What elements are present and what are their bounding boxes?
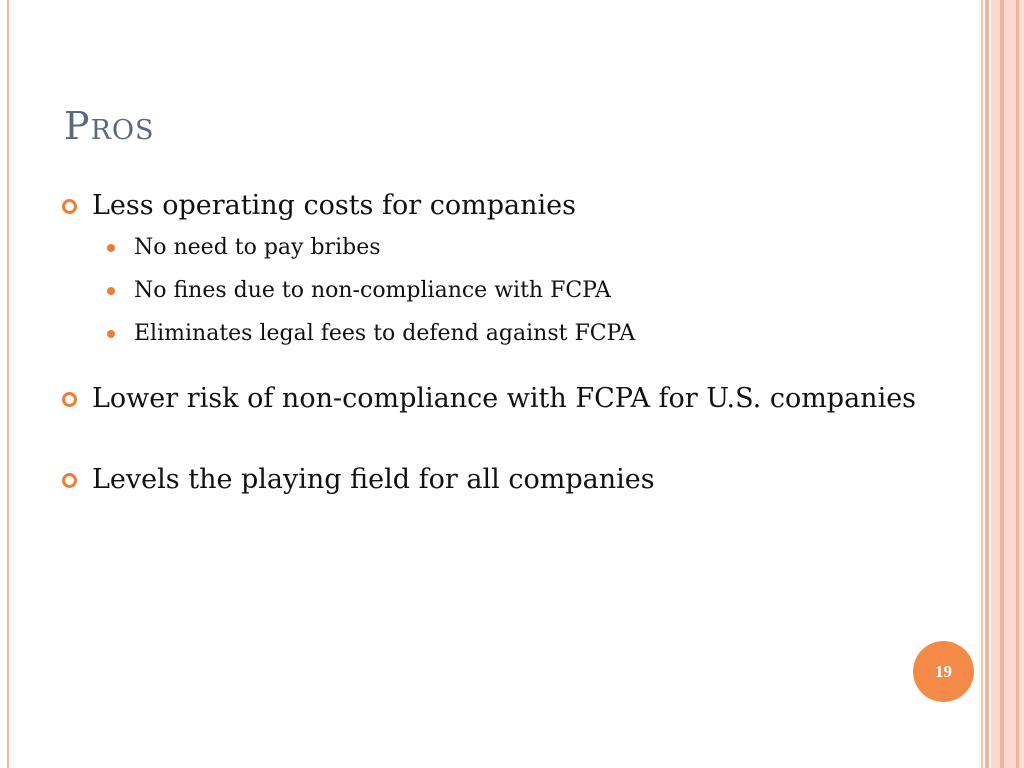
ring-bullet-icon <box>62 473 77 488</box>
ring-bullet-icon <box>62 199 77 214</box>
dot-bullet-icon <box>107 287 115 295</box>
bullet-text: Less operating costs for companies <box>92 190 576 221</box>
ring-bullet-icon <box>62 392 77 407</box>
bullet-text: Lower risk of non-compliance with FCPA for U.S. companies <box>92 383 917 414</box>
right-decorative-stripe <box>991 0 1000 768</box>
dot-bullet-icon <box>107 330 115 338</box>
bullet-item <box>60 460 940 500</box>
dot-bullet-icon <box>107 244 115 252</box>
bullet-list <box>60 186 940 500</box>
right-decorative-stripe <box>981 0 983 768</box>
slide-title: Pros <box>64 104 155 148</box>
sub-bullet-text: No need to pay bribes <box>134 235 381 260</box>
right-decorative-stripe <box>1019 0 1024 768</box>
sub-bullet-item <box>60 226 940 269</box>
bullet-text: Levels the playing field for all companies <box>92 464 655 495</box>
left-decorative-stripe <box>7 0 9 768</box>
sub-bullet-text: Eliminates legal fees to defend against FCPA <box>134 321 636 346</box>
right-decorative-stripe <box>985 0 989 768</box>
bullet-item <box>60 379 940 419</box>
page-number-badge: 19 <box>913 641 974 702</box>
sub-bullet-text: No fines due to non-compliance with FCPA <box>134 278 611 303</box>
sub-bullet-item <box>60 269 940 312</box>
sub-bullet-item <box>60 312 940 355</box>
bullet-item <box>60 186 940 226</box>
right-decorative-stripe <box>1004 0 1016 768</box>
